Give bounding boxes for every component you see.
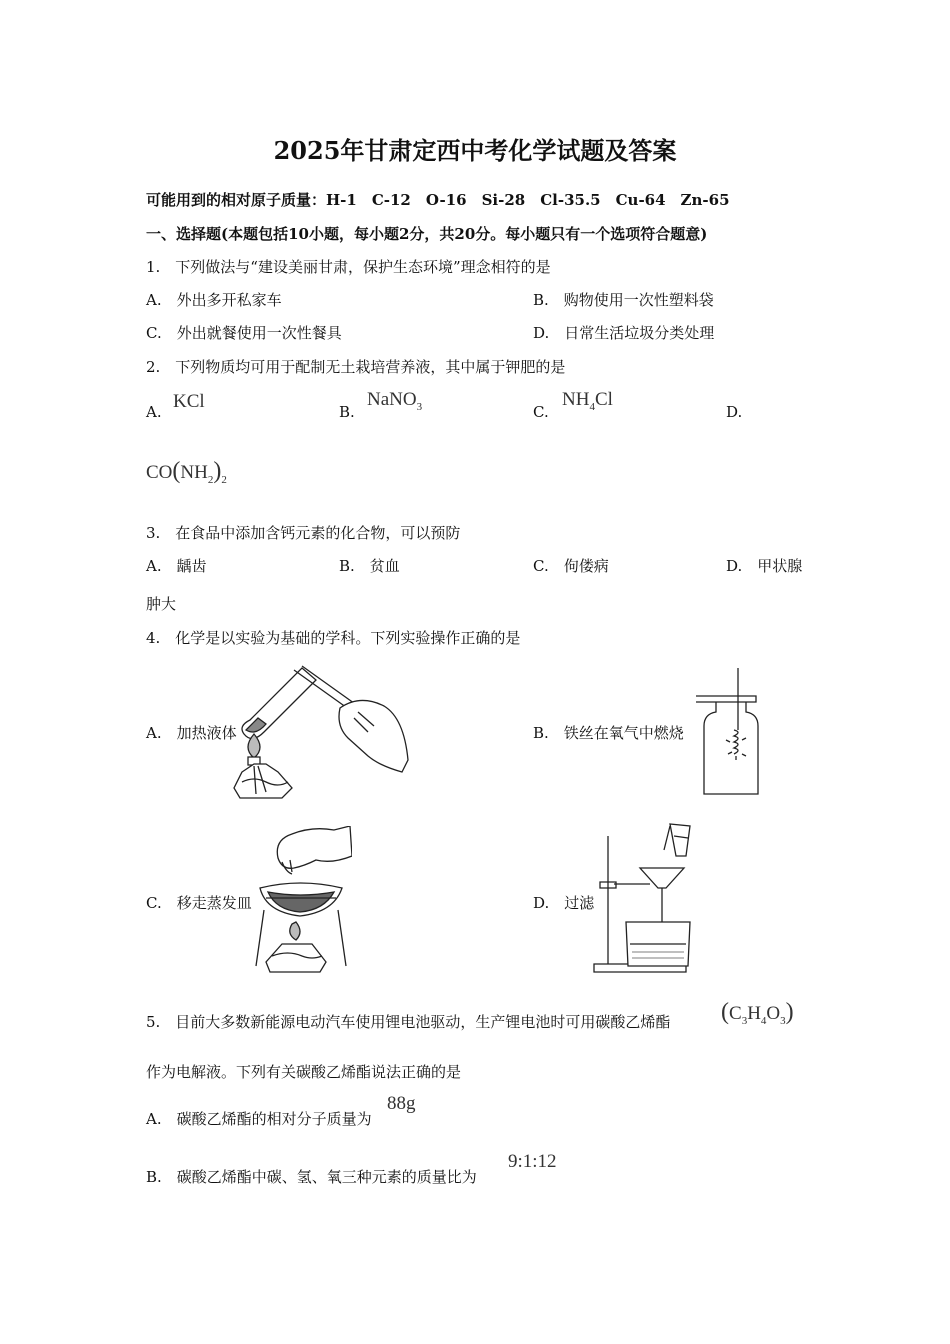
q2-option-a-label: A. [146, 403, 162, 421]
q5-formula-c3h4o3: $(C_3H_4O_3)$ [721, 999, 794, 1027]
q2-formula-kcl: KCl [173, 391, 205, 412]
q2-formula-nh4cl: $NH_4Cl$ [562, 389, 613, 413]
q4-stem: 4. 化学是以实验为基础的学科。下列实验操作正确的是 [146, 629, 521, 647]
q4-option-b: B. 铁丝在氧气中燃烧 [533, 724, 684, 742]
q5-option-a-value: 88g [387, 1093, 416, 1114]
q5-stem: 5. 目前大多数新能源电动汽车使用锂电池驱动，生产锂电池时可用碳酸乙烯酯 [146, 1013, 671, 1031]
q5-option-a: A. 碳酸乙烯酯的相对分子质量为 [146, 1110, 372, 1128]
q4-option-c: C. 移走蒸发皿 [146, 894, 252, 912]
q4-option-a: A. 加热液体 [146, 724, 237, 742]
q3-option-b: B. 贫血 [339, 557, 400, 575]
q1-option-a: A. 外出多开私家车 [146, 291, 282, 309]
evaporating-dish-icon [252, 826, 352, 974]
q5-stem-continued: 作为电解液。下列有关碳酸乙烯酯说法正确的是 [146, 1063, 462, 1081]
q4-option-d: D. 过滤 [533, 894, 595, 912]
q5-option-b: B. 碳酸乙烯酯中碳、氢、氧三种元素的质量比为 [146, 1168, 477, 1186]
q3-option-c: C. 佝偻病 [533, 557, 609, 575]
q2-option-c-label: C. [533, 403, 549, 421]
q1-option-c: C. 外出就餐使用一次性餐具 [146, 324, 342, 342]
test-tube-heating-icon [232, 660, 412, 800]
q3-option-a: A. 龋齿 [146, 557, 207, 575]
q2-option-b-label: B. [339, 403, 355, 421]
q3-stem: 3. 在食品中添加含钙元素的化合物，可以预防 [146, 524, 461, 542]
q2-option-d-label: D. [726, 403, 743, 421]
q1-option-b: B. 购物使用一次性塑料袋 [533, 291, 714, 309]
q3-option-d-continued: 肿大 [146, 595, 177, 613]
page-title: 2025年甘肃定西中考化学试题及答案 [273, 136, 677, 165]
q2-stem: 2. 下列物质均可用于配制无土栽培营养液，其中属于钾肥的是 [146, 358, 566, 376]
atomic-mass-note: 可能用到的相对原子质量：H-1 C-12 O-16 Si-28 Cl-35.5 Cu-64 Zn-65 [146, 191, 730, 209]
q1-option-d: D. 日常生活垃圾分类处理 [533, 324, 715, 342]
filtration-apparatus-icon [592, 816, 692, 976]
section-heading: 一、选择题(本题包括10小题，每小题2分，共20分。每小题只有一个选项符合题意) [146, 225, 708, 243]
q2-formula-nano3: NaNO$_3$ [367, 389, 423, 413]
q1-stem: 1. 下列做法与“建设美丽甘肃，保护生态环境”理念相符的是 [146, 258, 551, 276]
q2-formula-urea: $CO(NH_2)_2$ [146, 458, 227, 486]
q3-option-d: D. 甲状腺 [726, 557, 803, 575]
iron-wire-combustion-icon [690, 668, 770, 800]
q5-option-b-value: 9:1:12 [508, 1151, 557, 1172]
